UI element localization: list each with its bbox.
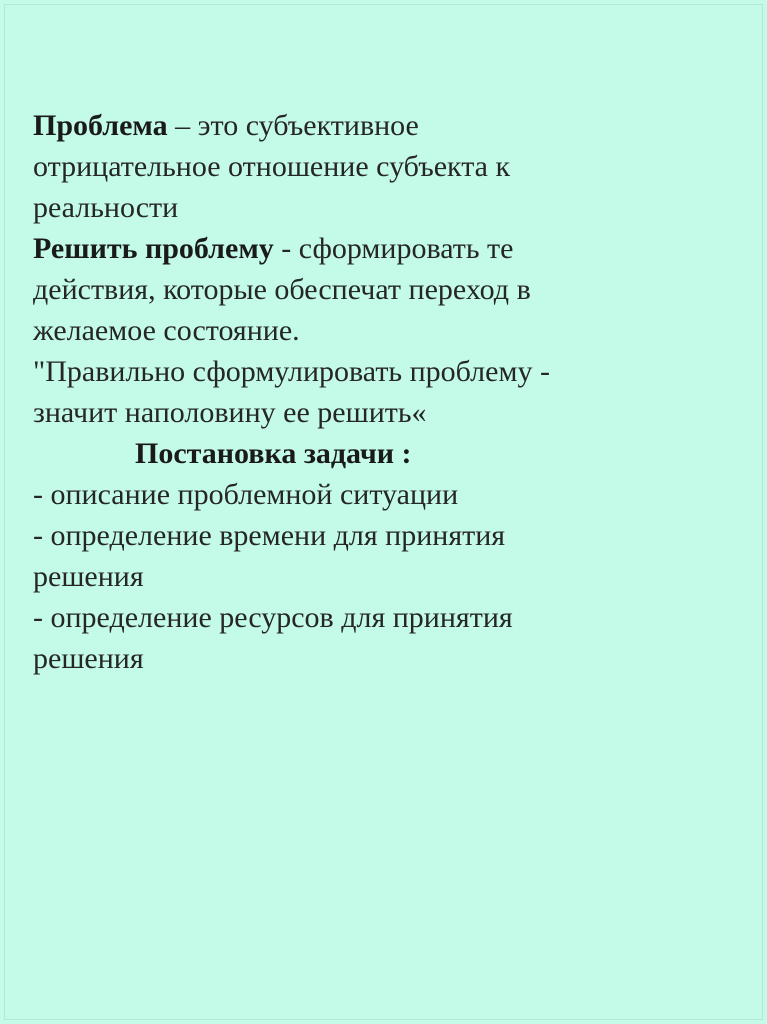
term-solve-problem: Решить проблему	[33, 232, 274, 265]
quote-line-2: значит наполовину ее решить«	[33, 396, 427, 429]
solve-problem-line-2: действия, которые обеспечат переход в	[33, 273, 531, 306]
solve-problem-text: - сформировать те	[273, 232, 514, 265]
list-item-time-line-1: - определение времени для принятия	[33, 519, 506, 552]
quote-line-1: "Правильно сформулировать проблему -	[33, 355, 550, 388]
solve-problem-line-3: желаемое состояние.	[33, 314, 300, 347]
problem-definition-line-3: реальности	[33, 191, 179, 224]
list-item-situation: - описание проблемной ситуации	[33, 478, 459, 511]
task-statement-heading: Постановка задачи :	[135, 437, 412, 470]
problem-definition-line-1	[33, 105, 733, 146]
list-item-resources-line-2: решения	[33, 642, 144, 675]
solve-problem-line-1	[33, 228, 733, 269]
problem-definition-text: – это субъективное	[167, 109, 419, 142]
term-problem: Проблема	[33, 109, 168, 142]
problem-definition-line-2: отрицательное отношение субъекта к	[33, 150, 511, 183]
list-item-resources-line-1: - определение ресурсов для принятия	[33, 601, 513, 634]
slide-text-body	[33, 105, 733, 679]
list-item-time-line-2: решения	[33, 560, 144, 593]
